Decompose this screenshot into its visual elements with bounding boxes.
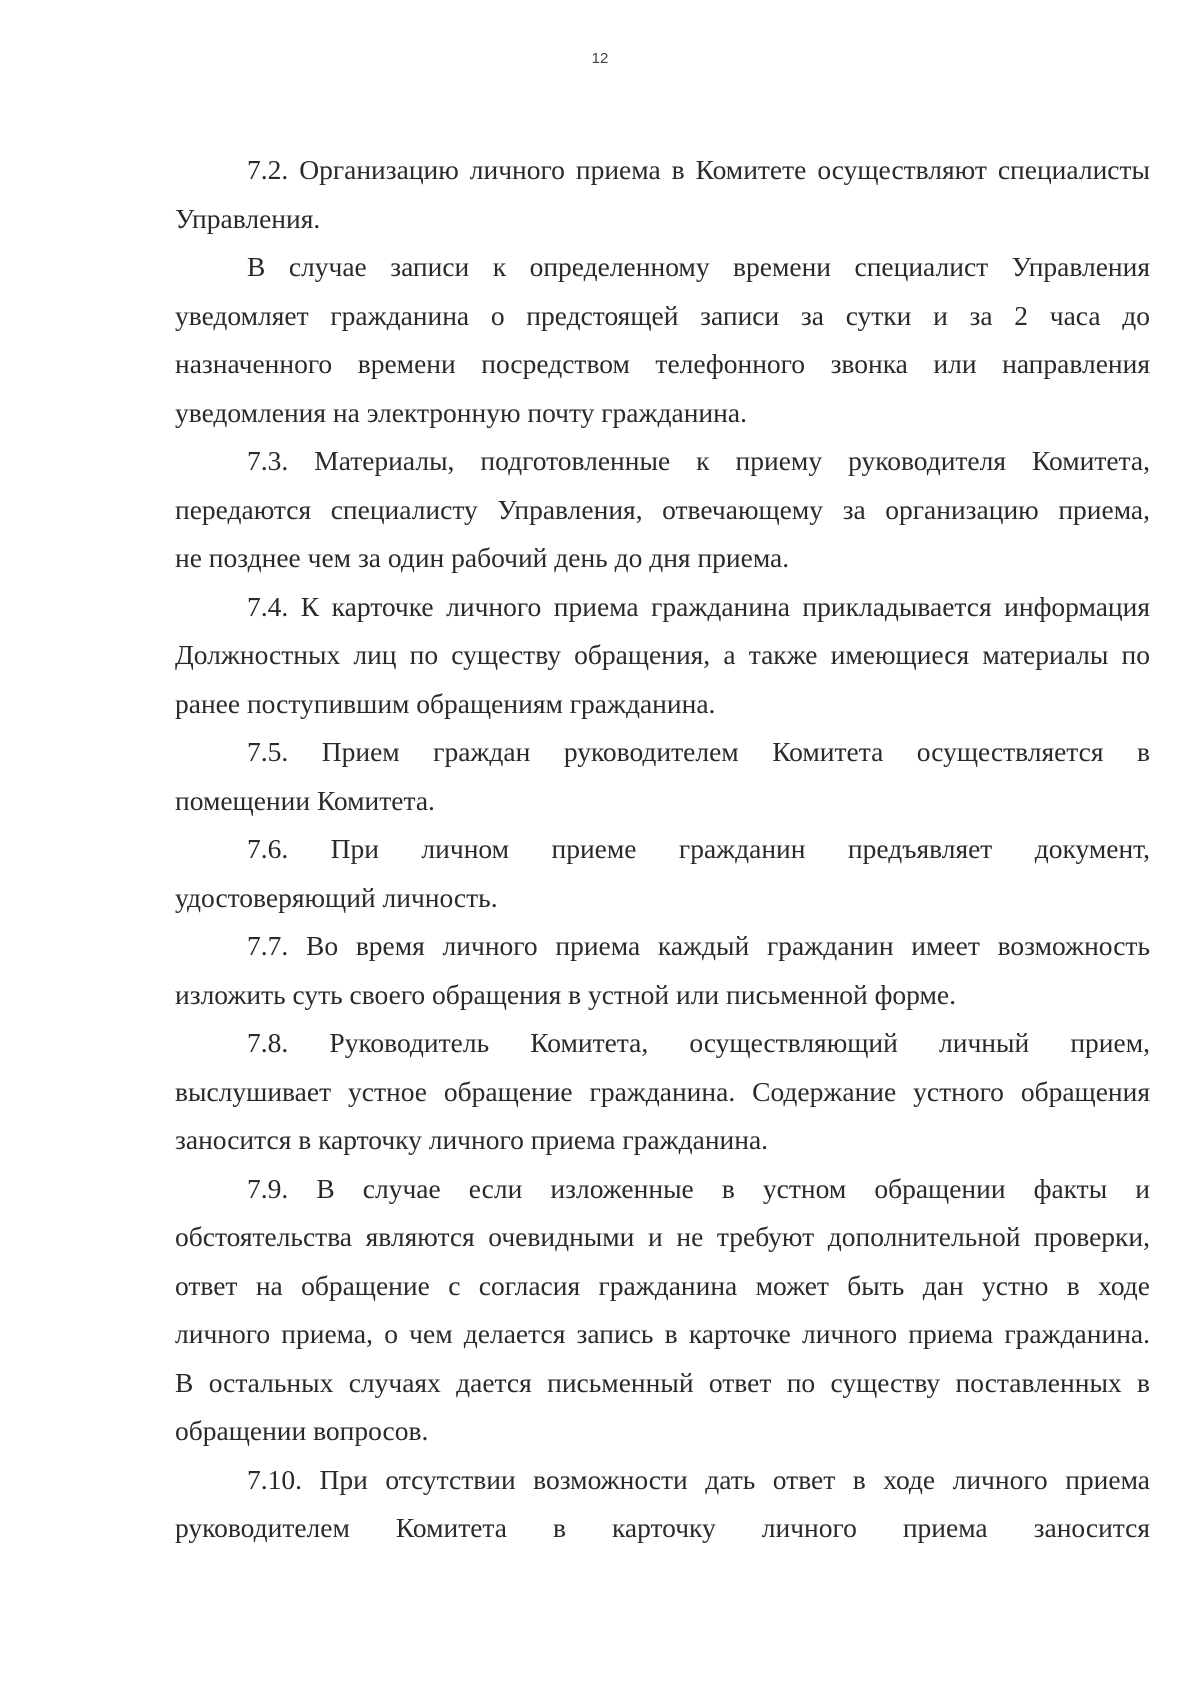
text-line: заносится в карточку личного приема гражданина. bbox=[175, 1124, 769, 1155]
text-line: В остальных случаях дается письменный ответ по существу поставленных в bbox=[175, 1366, 1150, 1398]
text-line: 7.4. К карточке личного приема гражданина прикладывается информация bbox=[247, 590, 1150, 622]
text-line: передаются специалисту Управления, отвечающему за организацию приема, bbox=[175, 493, 1150, 525]
text-line: не позднее чем за один рабочий день до дня приема. bbox=[175, 542, 790, 573]
paragraph bbox=[175, 1456, 1150, 1553]
paragraph bbox=[175, 583, 1150, 729]
text-line: личного приема, о чем делается запись в карточке личного приема гражданина. bbox=[175, 1318, 1150, 1349]
text-line: удостоверяющий личность. bbox=[175, 881, 498, 913]
paragraph bbox=[175, 825, 1150, 922]
paragraph bbox=[175, 728, 1150, 825]
text-line: Управления. bbox=[175, 202, 321, 234]
text-line: 7.10. При отсутствии возможности дать ответ в ходе личного приема bbox=[247, 1463, 1150, 1495]
paragraph bbox=[175, 437, 1150, 583]
text-line: ранее поступившим обращениям гражданина. bbox=[175, 687, 716, 719]
text-line: 7.2. Организацию личного приема в Комитете осуществляют специалисты bbox=[247, 154, 1150, 185]
text-line: 7.3. Материалы, подготовленные к приему руководителя Комитета, bbox=[247, 445, 1150, 476]
paragraph bbox=[175, 1165, 1150, 1456]
text-line: 7.5. Прием граждан руководителем Комитета осуществляется в bbox=[247, 736, 1150, 767]
paragraph bbox=[175, 1019, 1150, 1165]
text-line: помещении Комитета. bbox=[175, 784, 435, 816]
text-line: 7.6. При личном приеме гражданин предъявляет документ, bbox=[247, 833, 1150, 864]
text-line: ответ на обращение с согласия гражданина может быть дан устно в ходе bbox=[175, 1269, 1150, 1301]
text-line: уведомляет гражданина о предстоящей записи за сутки и за 2 часа до bbox=[175, 299, 1150, 331]
text-line: 7.9. В случае если изложенные в устном обращении факты и bbox=[247, 1172, 1150, 1204]
paragraph bbox=[175, 922, 1150, 1019]
text-line: выслушивает устное обращение гражданина. Содержание устного обращения bbox=[175, 1075, 1150, 1107]
text-line: руководителем Комитета в карточку личного приема заносится bbox=[175, 1512, 1150, 1543]
text-line: В случае записи к определенному времени специалист Управления bbox=[247, 251, 1150, 282]
text-line: Должностных лиц по существу обращения, а также имеющиеся материалы по bbox=[175, 639, 1150, 670]
document-body bbox=[175, 146, 1150, 1553]
text-line: обстоятельства являются очевидными и не требуют дополнительной проверки, bbox=[175, 1221, 1150, 1252]
text-line: 7.7. Во время личного приема каждый гражданин имеет возможность bbox=[247, 930, 1150, 961]
text-line: обращении вопросов. bbox=[175, 1415, 429, 1446]
paragraph bbox=[175, 243, 1150, 437]
paragraph bbox=[175, 146, 1150, 243]
text-line: 7.8. Руководитель Комитета, осуществляющий личный прием, bbox=[247, 1027, 1150, 1058]
text-line: изложить суть своего обращения в устной или письменной форме. bbox=[175, 978, 956, 1010]
page-number: 12 bbox=[591, 50, 609, 67]
text-line: уведомления на электронную почту гражданина. bbox=[175, 396, 747, 428]
text-line: назначенного времени посредством телефонного звонка или направления bbox=[175, 348, 1150, 379]
